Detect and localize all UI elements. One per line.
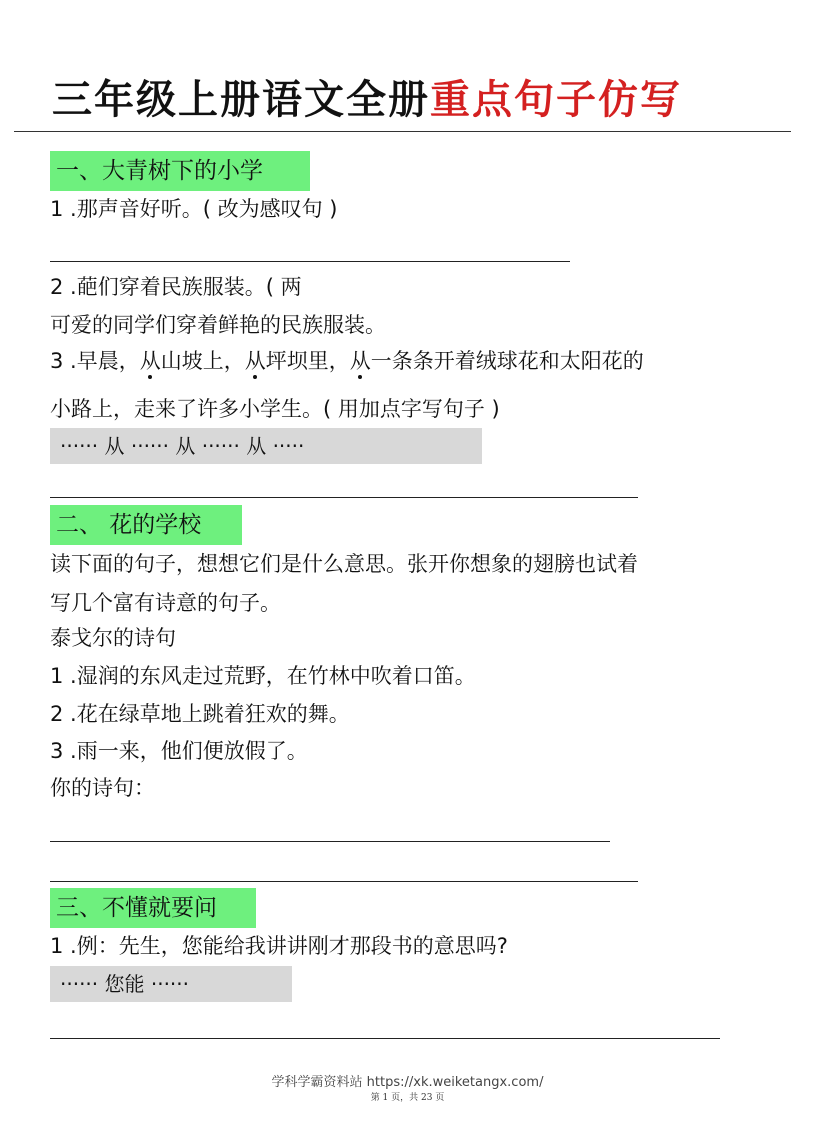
s2-poem-2: 2 .花在绿草地上跳着狂欢的舞。 [50, 702, 350, 726]
s1-question-2a: 2 .葩们穿着民族服装。( 两 [50, 275, 302, 299]
page-title [52, 70, 682, 130]
s1-question-3 [50, 346, 644, 376]
page-number: 第 1 页，共 23 页 [370, 1093, 445, 1103]
s2-poem-1: 1 .湿润的东风走过荒野，在竹林中吹着口笛。 [50, 664, 476, 688]
s1-question-2b: 可爱的同学们穿着鲜艳的民族服装。 [50, 313, 386, 337]
s1-pattern-box: ······ 从 ······ 从 ······ 从 ····· [50, 428, 482, 464]
footer-site: 学科学霸资料站 https://xk.weiketangx.com/ [271, 1075, 544, 1090]
dotted-char-3: 从 [349, 349, 371, 373]
q3-mid-1: 山坡上， [160, 349, 245, 373]
title-divider [14, 131, 791, 132]
q3-mid-2: 坪坝里， [265, 349, 350, 373]
section-2-heading: 二、 花的学校 [50, 505, 242, 545]
q3-post: 一条条开着绒球花和太阳花的 [370, 349, 644, 373]
section-1-heading: 一、大青树下的小学 [50, 151, 310, 191]
s3-question-1: 1 .例：先生，您能给我讲讲刚才那段书的意思吗? [50, 934, 508, 958]
title-highlight: 重点句子仿写 [430, 76, 682, 123]
section-3-heading: 三、不懂就要问 [50, 888, 256, 928]
s1-question-1: 1 .那声音好听。( 改为感叹句 ) [50, 197, 338, 221]
answer-line [50, 881, 638, 882]
answer-line [50, 261, 570, 262]
answer-line [50, 841, 610, 842]
title-main: 三年级上册语文全册 [52, 76, 430, 123]
answer-line [50, 1038, 720, 1039]
s2-intro-2: 写几个富有诗意的句子。 [50, 591, 281, 615]
s2-poem-3: 3 .雨一来，他们便放假了。 [50, 739, 308, 763]
dotted-char-2: 从 [244, 349, 266, 373]
dotted-char-1: 从 [139, 349, 161, 373]
s2-your-poem-label: 你的诗句： [50, 776, 155, 800]
s1-question-3b: 小路上，走来了许多小学生。( 用加点字写句子 ) [50, 397, 500, 421]
q3-pre: 3 .早晨， [50, 349, 140, 373]
answer-line [50, 497, 638, 498]
s3-pattern-box: ······ 您能 ······ [50, 966, 292, 1002]
s2-poem-title: 泰戈尔的诗句 [50, 626, 176, 650]
s2-intro-1: 读下面的句子，想想它们是什么意思。张开你想象的翅膀也试着 [50, 552, 638, 576]
